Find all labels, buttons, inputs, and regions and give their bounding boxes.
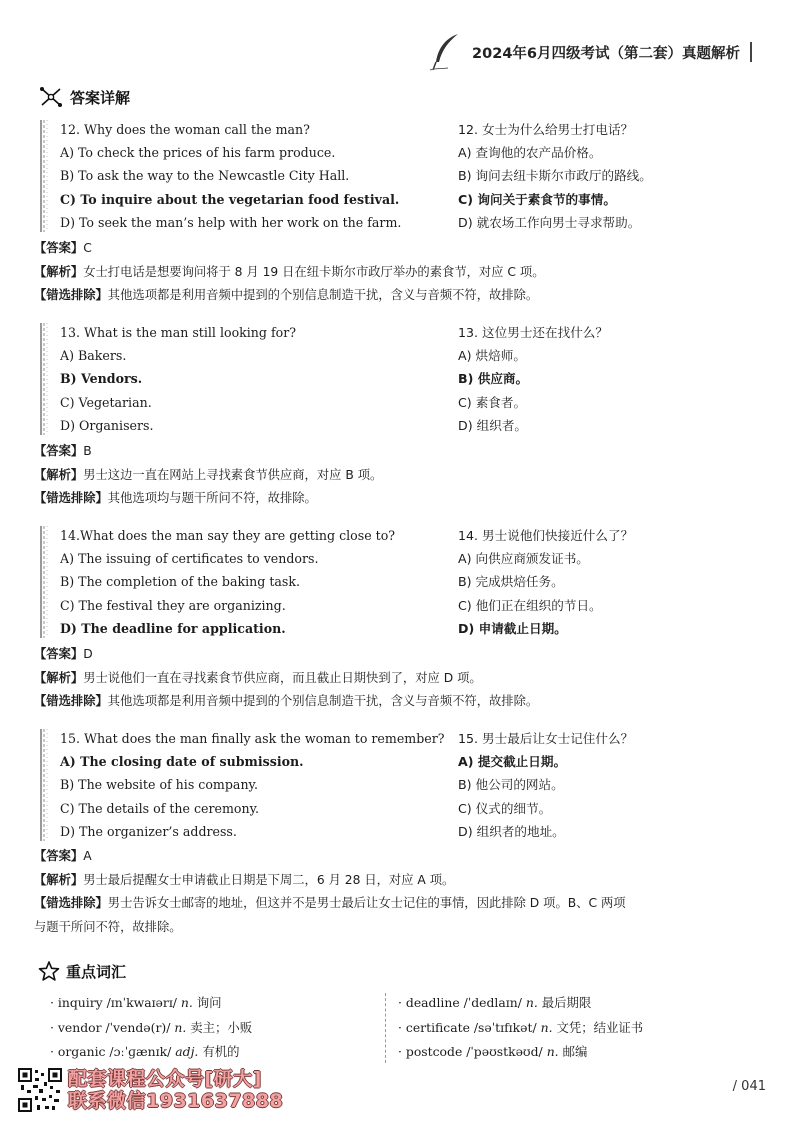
vocab-word: inquiry /ɪnˈkwaɪərɪ/ <box>57 995 177 1010</box>
option-c: C) The details of the ceremony. <box>60 800 260 816</box>
exclude-text: 男士告诉女士邮寄的地址，但这并不是男士最后让女士记住的事情，因此排除 D 项。B、C 两项 <box>107 896 626 910</box>
vocab-word: vendor /ˈvendə(r)/ <box>57 1019 171 1035</box>
vocab-item: · deadline /ˈdedlaɪn/ n. 最后期限 <box>398 995 592 1010</box>
vocab-divider <box>385 993 386 1063</box>
vocab-item: · postcode /ˈpəʊstkəʊd/ n. 邮编 <box>398 1044 588 1059</box>
watermark-text <box>68 1068 283 1112</box>
section-title-vocab <box>38 960 126 982</box>
option-c-cn-correct: C) 询问关于素食节的事情。 <box>458 191 616 207</box>
analysis-tag: 【解析】 <box>34 670 84 685</box>
option-a-cn-correct: A) 提交截止日期。 <box>458 754 567 770</box>
explanation-14 <box>34 643 764 714</box>
explanation-13 <box>34 440 764 511</box>
vocab-word: organic /ɔːˈɡænɪk/ <box>57 1044 172 1059</box>
exclude-row-continued <box>34 916 764 940</box>
explanation-12 <box>34 237 764 308</box>
question-chinese <box>458 524 748 640</box>
option-d-correct: D) The deadline for application. <box>60 620 286 636</box>
option-c-cn: C) 素食者。 <box>458 394 527 410</box>
answer-tag: 【答案】 <box>34 444 84 458</box>
exclude-text-continued: 与题干所问不符，故排除。 <box>34 919 182 934</box>
answer-value: D <box>83 647 93 661</box>
section-title-answers <box>38 86 130 108</box>
option-c: C) The festival they are organizing. <box>60 597 286 613</box>
watermark-line-1: 配套课程公众号[研大] <box>68 1068 262 1090</box>
analysis-row <box>34 667 764 691</box>
analysis-row <box>34 464 764 488</box>
option-b: B) The website of his company. <box>60 777 258 793</box>
answer-value: C <box>83 241 92 255</box>
vocab-meaning: 有机的 <box>202 1044 240 1059</box>
page-number: / 041 <box>732 1079 766 1094</box>
question-chinese <box>458 321 748 437</box>
section-title-text: 答案详解 <box>70 88 131 107</box>
answer-value: A <box>83 849 92 863</box>
exclude-row <box>34 690 764 714</box>
option-d-cn-correct: D) 申请截止日期。 <box>458 620 567 636</box>
explanation-15 <box>34 845 764 939</box>
option-b: B) To ask the way to the Newcastle City Hall. <box>60 168 350 184</box>
answer-row <box>34 440 764 464</box>
option-a: A) To check the prices of his farm produce. <box>60 145 336 161</box>
option-a: A) The issuing of certificates to vendors. <box>60 551 319 567</box>
option-a: A) Bakers. <box>60 348 127 364</box>
vocab-item: · certificate /səˈtɪfɪkət/ n. 文凭；结业证书 <box>398 1019 644 1035</box>
header-divider <box>750 42 752 62</box>
exclude-row <box>34 487 764 511</box>
question-english <box>60 118 460 234</box>
option-d-cn: D) 组织者。 <box>458 417 527 433</box>
question-stem: 15. What does the man finally ask the woman to remember? <box>60 731 445 746</box>
vocab-meaning: 最后期限 <box>541 995 592 1010</box>
vocab-meaning: 邮编 <box>562 1044 588 1059</box>
question-stem-cn: 14. 男士说他们快接近什么了？ <box>458 528 634 543</box>
option-d: D) The organizer’s address. <box>60 823 237 839</box>
option-d: D) Organisers. <box>60 417 154 433</box>
analysis-tag: 【解析】 <box>34 467 84 482</box>
analysis-text: 女士打电话是想要询问将于 8 月 19 日在纽卡斯尔市政厅举办的素食节，对应 C 项。 <box>83 264 545 279</box>
question-english <box>60 727 460 843</box>
exclude-tag: 【错选排除】 <box>34 896 108 910</box>
option-a-cn: A) 烘焙师。 <box>458 348 526 364</box>
vocab-word: deadline /ˈdedlaɪn/ <box>405 995 522 1010</box>
page-header <box>428 32 752 72</box>
option-c-cn: C) 他们正在组织的节日。 <box>458 597 602 613</box>
question-stem: 14.What does the man say they are getting close to? <box>60 528 396 543</box>
vocab-pos: n. <box>174 1019 187 1035</box>
question-stem: 12. Why does the woman call the man? <box>60 122 310 137</box>
vocab-column-left <box>50 991 252 1065</box>
vocab-pos: n. <box>525 995 538 1010</box>
vocab-pos: n. <box>180 995 193 1010</box>
exclude-text: 其他选项都是利用音频中提到的个别信息制造干扰，含义与音频不符，故排除。 <box>107 694 539 708</box>
question-block-14 <box>38 524 748 644</box>
analysis-text: 男士这边一直在网站上寻找素食节供应商，对应 B 项。 <box>83 467 383 482</box>
vocab-item: · organic /ɔːˈɡænɪk/ adj. 有机的 <box>50 1044 240 1059</box>
question-block-13 <box>38 321 748 441</box>
option-d-cn: D) 就农场工作向男士寻求帮助。 <box>458 214 641 230</box>
analysis-row <box>34 261 764 285</box>
answer-tag: 【答案】 <box>34 647 84 661</box>
vocab-item: · vendor /ˈvendə(r)/ n. 卖主；小贩 <box>50 1019 253 1035</box>
answer-row <box>34 643 764 667</box>
qr-code-icon <box>18 1068 62 1112</box>
option-b-correct: B) Vendors. <box>60 371 143 387</box>
vocab-list <box>50 991 750 1071</box>
question-stem-cn: 12. 女士为什么给男士打电话？ <box>458 122 634 137</box>
analysis-text: 男士说他们一直在寻找素食节供应商，而且截止日期快到了，对应 D 项。 <box>83 670 482 685</box>
question-block-15 <box>38 727 748 847</box>
option-c: C) Vegetarian. <box>60 394 152 410</box>
analysis-row <box>34 869 764 893</box>
exclude-text: 其他选项均与题干所问不符，故排除。 <box>107 491 317 505</box>
option-a-cn: A) 查询他的农产品价格。 <box>458 145 602 161</box>
option-d-cn: D) 组织者的地址。 <box>458 823 565 839</box>
option-b-cn-correct: B) 供应商。 <box>458 371 529 387</box>
answer-tag: 【答案】 <box>34 849 84 863</box>
question-side-bar <box>38 526 50 638</box>
sparkle-icon <box>38 86 64 108</box>
analysis-tag: 【解析】 <box>34 872 84 887</box>
vocab-meaning: 文凭；结业证书 <box>556 1019 644 1035</box>
option-b-cn: B) 他公司的网站。 <box>458 777 564 793</box>
vocab-pos: adj. <box>175 1044 199 1059</box>
option-a-cn: A) 向供应商颁发证书。 <box>458 551 589 567</box>
exclude-tag: 【错选排除】 <box>34 694 108 708</box>
option-b-cn: B) 完成烘焙任务。 <box>458 574 564 590</box>
question-stem-cn: 15. 男士最后让女士记住什么？ <box>458 731 634 746</box>
question-side-bar <box>38 729 50 841</box>
header-title: 2024年6月四级考试（第二套）真题解析 <box>472 45 740 62</box>
vocab-column-right <box>398 991 643 1065</box>
answer-row <box>34 237 764 261</box>
option-d: D) To seek the man’s help with her work on the farm. <box>60 214 402 230</box>
answer-value: B <box>83 444 92 458</box>
section-title-text: 重点词汇 <box>66 962 127 981</box>
option-b: B) The completion of the baking task. <box>60 574 300 590</box>
option-b-cn: B) 询问去纽卡斯尔市政厅的路线。 <box>458 168 652 184</box>
feather-pen-icon <box>428 32 462 72</box>
option-c-correct: C) To inquire about the vegetarian food festival. <box>60 191 400 207</box>
vocab-word: postcode /ˈpəʊstkəʊd/ <box>405 1044 543 1059</box>
vocab-pos: n. <box>546 1044 559 1059</box>
vocab-item: · inquiry /ɪnˈkwaɪərɪ/ n. 询问 <box>50 995 222 1010</box>
question-english <box>60 321 460 437</box>
analysis-tag: 【解析】 <box>34 264 84 279</box>
exclude-row <box>34 892 764 916</box>
question-english <box>60 524 460 640</box>
question-side-bar <box>38 120 50 232</box>
star-icon <box>38 960 60 982</box>
question-side-bar <box>38 323 50 435</box>
option-a-correct: A) The closing date of submission. <box>60 754 304 770</box>
question-block-12 <box>38 118 748 238</box>
exclude-tag: 【错选排除】 <box>34 288 108 302</box>
analysis-text: 男士最后提醒女士申请截止日期是下周二，6 月 28 日，对应 A 项。 <box>83 872 455 887</box>
answer-tag: 【答案】 <box>34 241 84 255</box>
vocab-pos: n. <box>540 1019 553 1035</box>
vocab-word: certificate /səˈtɪfɪkət/ <box>405 1019 537 1035</box>
watermark <box>18 1068 318 1118</box>
vocab-meaning: 询问 <box>196 995 222 1010</box>
answer-row <box>34 845 764 869</box>
exclude-tag: 【错选排除】 <box>34 491 108 505</box>
exclude-row <box>34 284 764 308</box>
vocab-meaning: 卖主；小贩 <box>190 1019 253 1035</box>
question-chinese <box>458 118 748 234</box>
watermark-line-2: 联系微信1931637888 <box>68 1090 284 1112</box>
question-stem-cn: 13. 这位男士还在找什么？ <box>458 325 608 340</box>
question-chinese <box>458 727 748 843</box>
question-stem: 13. What is the man still looking for? <box>60 325 296 340</box>
option-c-cn: C) 仪式的细节。 <box>458 800 552 816</box>
exclude-text: 其他选项都是利用音频中提到的个别信息制造干扰，含义与音频不符，故排除。 <box>107 288 539 302</box>
